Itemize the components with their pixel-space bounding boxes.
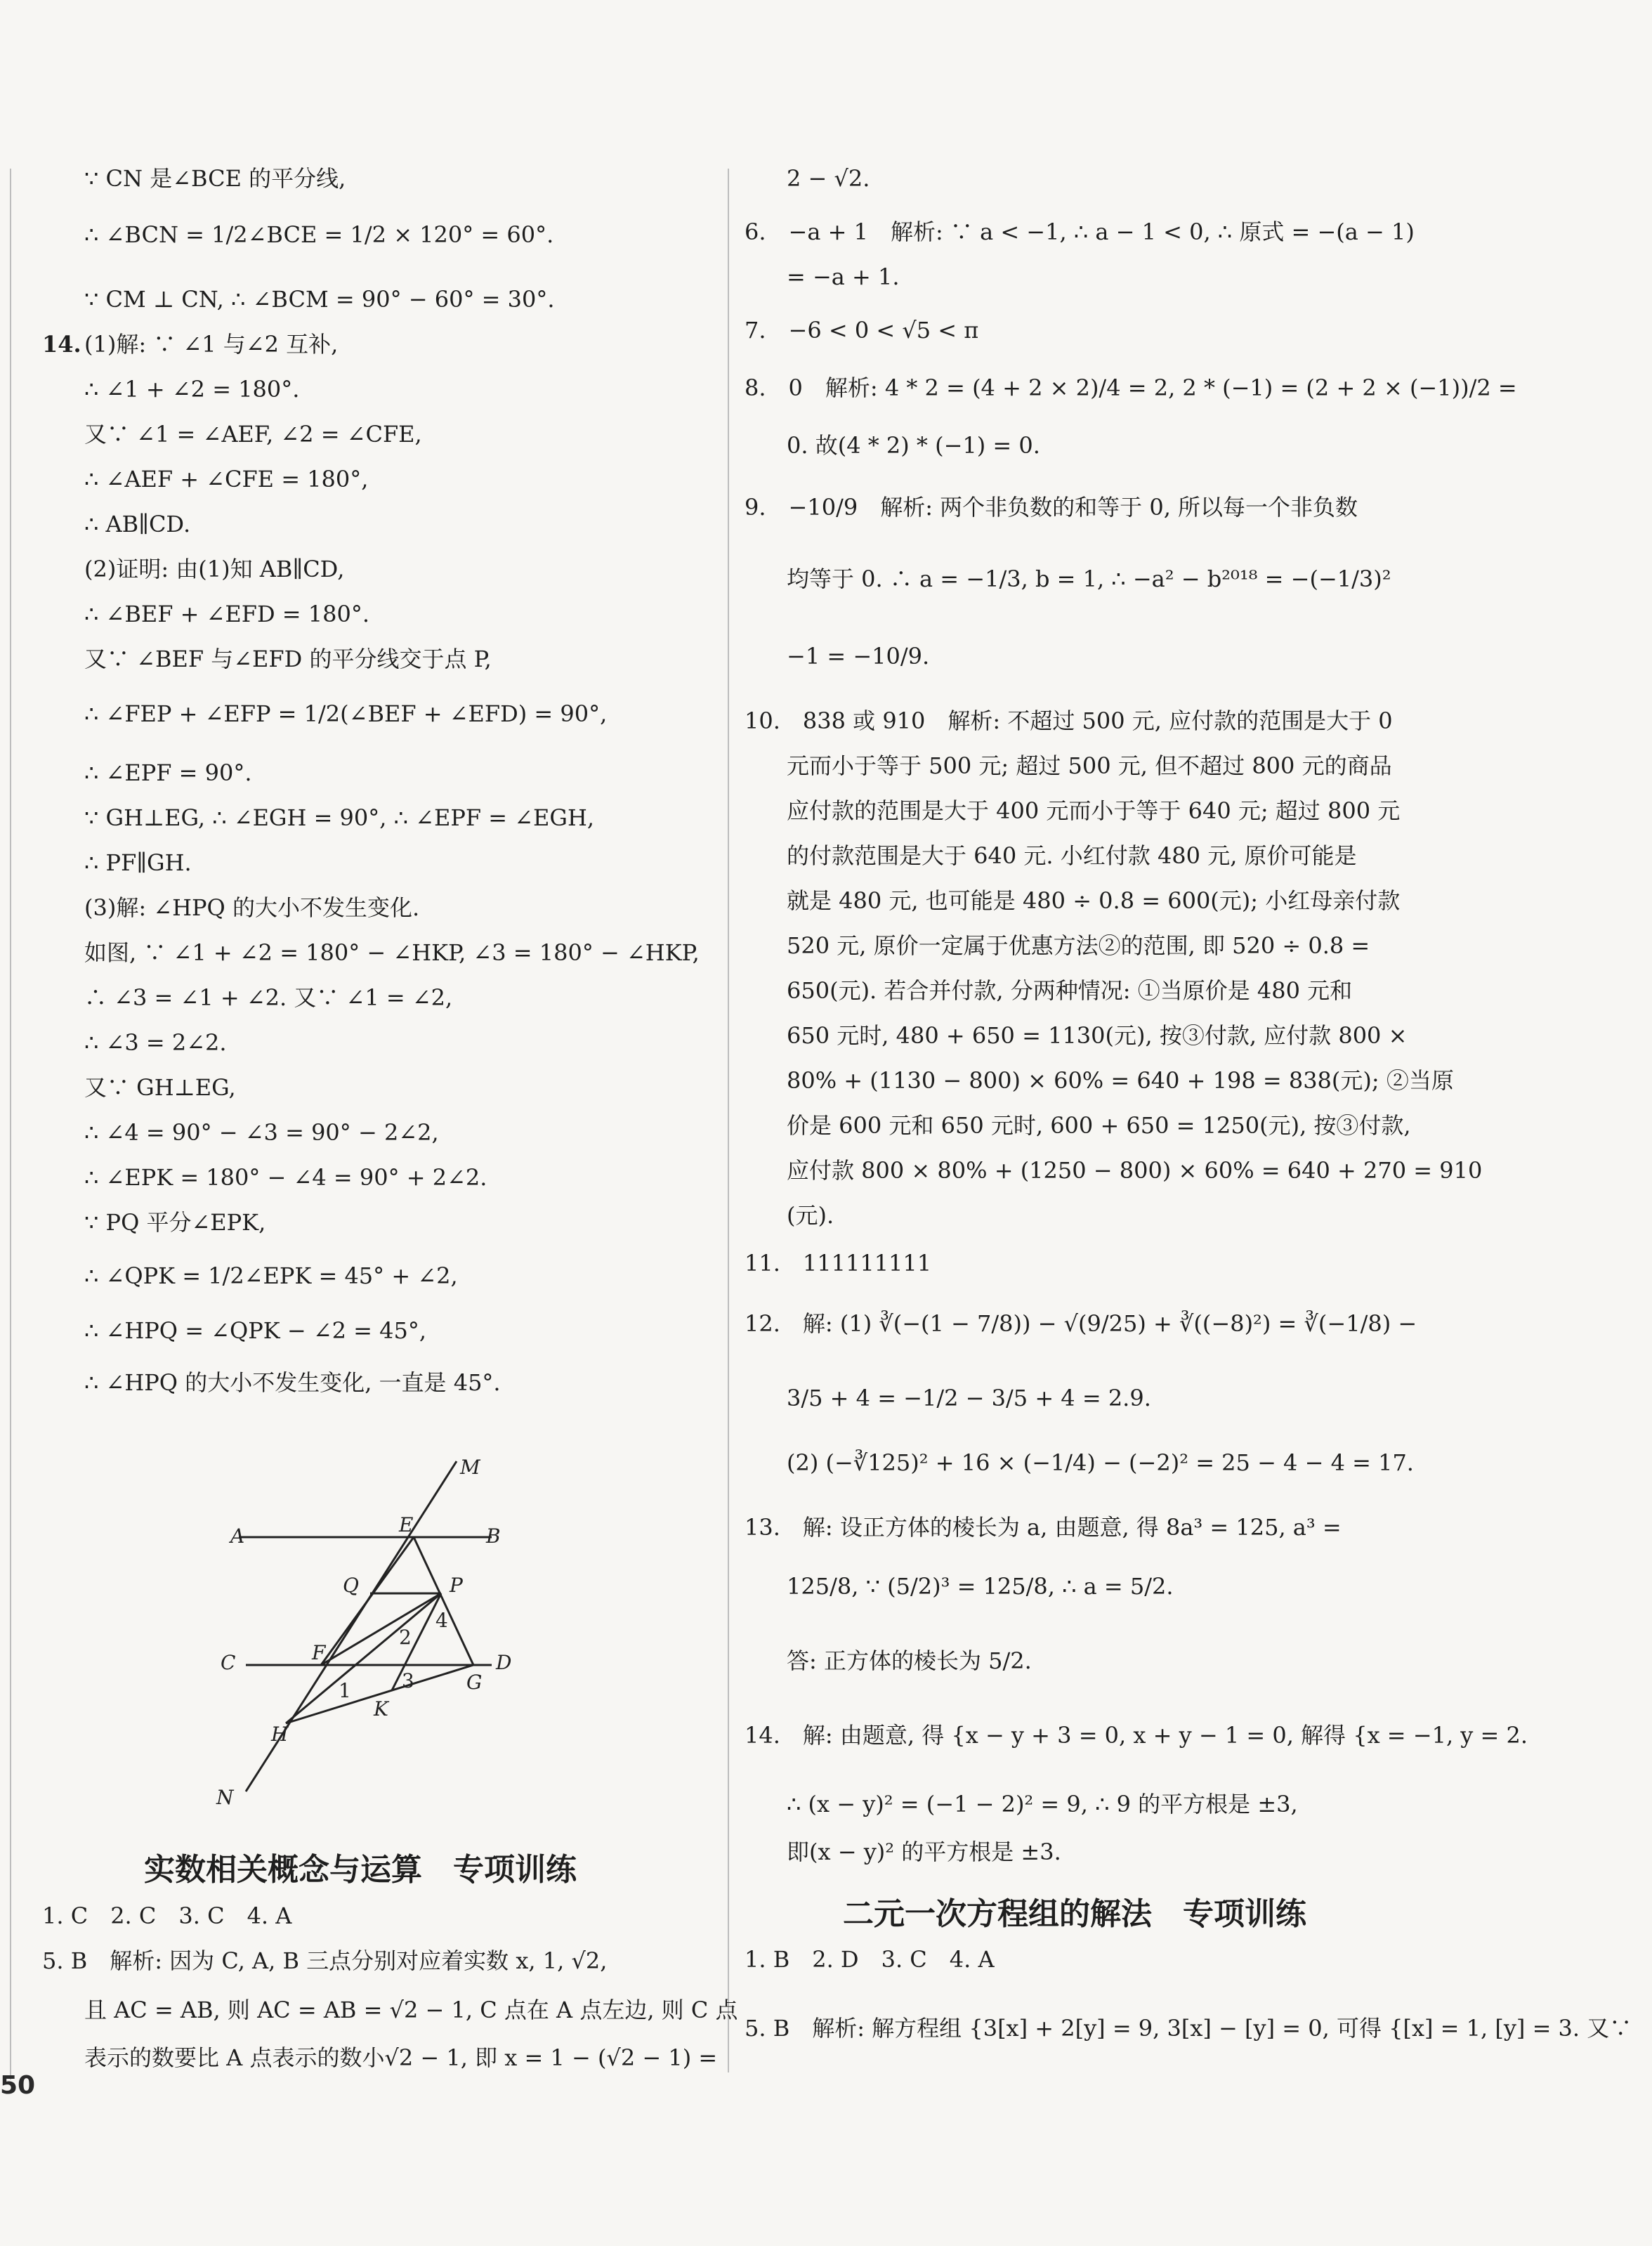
text-line: ∵ CM ⊥ CN, ∴ ∠BCM = 90° − 60° = 30°.: [84, 286, 555, 313]
text-line: ∴ ∠1 + ∠2 = 180°.: [84, 376, 300, 403]
text-line: 80% + (1130 − 800) × 60% = 640 + 198 = 838(元); ②当原: [787, 1067, 1454, 1094]
page-number: 50: [0, 2071, 36, 2100]
segment-eg: [414, 1537, 473, 1665]
text-line: ∵ PQ 平分∠EPK,: [84, 1209, 266, 1236]
text-line: 答: 正方体的棱长为 5/2.: [787, 1647, 1032, 1674]
text-line: ∴ ∠3 = 2∠2.: [84, 1029, 227, 1056]
text-line: ∴ ∠HPQ 的大小不发生变化, 一直是 45°.: [84, 1369, 501, 1396]
text-line: 5. B 解析: 因为 C, A, B 三点分别对应着实数 x, 1, √2,: [42, 1947, 608, 1974]
text-line: ∵ GH⊥EG, ∴ ∠EGH = 90°, ∴ ∠EPF = ∠EGH,: [84, 804, 595, 831]
text-line: ∴ PF∥GH.: [84, 849, 192, 876]
text-line: ∴ ∠BCN = 1/2∠BCE = 1/2 × 120° = 60°.: [84, 221, 554, 248]
text-line: (2)证明: 由(1)知 AB∥CD,: [84, 556, 345, 582]
text-line: 元而小于等于 500 元; 超过 500 元, 但不超过 800 元的商品: [787, 752, 1392, 779]
label-b: B: [486, 1524, 501, 1548]
text-line: 650(元). 若合并付款, 分两种情况: ①当原价是 480 元和: [787, 977, 1353, 1004]
label-m: M: [460, 1456, 480, 1479]
text-line: 11. 111111111: [745, 1250, 932, 1277]
text-line: (1)解: ∵ ∠1 与∠2 互补,: [84, 331, 339, 358]
text-line: 又∵ ∠BEF 与∠EFD 的平分线交于点 P,: [84, 646, 492, 672]
label-2: 2: [399, 1626, 412, 1649]
text-line: ∴ AB∥CD.: [84, 511, 191, 537]
text-line: 价是 600 元和 650 元时, 600 + 650 = 1250(元), 按③付款,: [787, 1112, 1411, 1139]
text-line: = −a + 1.: [787, 263, 900, 290]
text-line: 又∵ ∠1 = ∠AEF, ∠2 = ∠CFE,: [84, 421, 422, 448]
label-1: 1: [339, 1679, 351, 1702]
answers-line: 1. B 2. D 3. C 4. A: [745, 1946, 995, 1973]
geometry-figure: [211, 1454, 534, 1806]
text-line: 又∵ GH⊥EG,: [84, 1074, 236, 1101]
label-q: Q: [343, 1574, 359, 1597]
text-line: 125/8, ∵ (5/2)³ = 125/8, ∴ a = 5/2.: [787, 1573, 1174, 1600]
text-line: 650 元时, 480 + 650 = 1130(元), 按③付款, 应付款 800 ×: [787, 1022, 1408, 1049]
label-e: E: [399, 1513, 414, 1536]
label-c: C: [221, 1651, 236, 1674]
text-line: 14. 解: 由题意, 得 {x − y + 3 = 0, x + y − 1 = 0, 解得 {x = −1, y = 2.: [745, 1722, 1528, 1749]
text-line: 12. 解: (1) ∛(−(1 − 7/8)) − √(9/25) + ∛((−8)²) = ∛(−1/8) −: [745, 1310, 1417, 1337]
text-line: ∴ (x − y)² = (−1 − 2)² = 9, ∴ 9 的平方根是 ±3,: [787, 1791, 1298, 1817]
text-line: ∴ ∠4 = 90° − ∠3 = 90° − 2∠2,: [84, 1119, 439, 1146]
text-line: 0. 故(4 * 2) * (−1) = 0.: [787, 432, 1040, 459]
text-line: 如图, ∵ ∠1 + ∠2 = 180° − ∠HKP, ∠3 = 180° − ∠HKP,: [84, 939, 700, 966]
text-line: ∴ ∠AEF + ∠CFE = 180°,: [84, 466, 369, 492]
text-line: ∴ ∠QPK = 1/2∠EPK = 45° + ∠2,: [84, 1262, 458, 1289]
label-f: F: [312, 1641, 326, 1664]
text-line: 的付款范围是大于 640 元. 小红付款 480 元, 原价可能是: [787, 842, 1357, 869]
text-line: 均等于 0. ∴ a = −1/3, b = 1, ∴ −a² − b²⁰¹⁸ = −(−1/3)²: [787, 566, 1391, 592]
text-line: (元).: [787, 1202, 834, 1229]
text-line: ∵ CN 是∠BCE 的平分线,: [84, 165, 346, 192]
text-line: ∴ ∠3 = ∠1 + ∠2. 又∵ ∠1 = ∠2,: [84, 984, 453, 1011]
text-line: 应付款 800 × 80% + (1250 − 800) × 60% = 640 + 270 = 910: [787, 1157, 1483, 1184]
section-title-linear-equations: 二元一次方程组的解法 专项训练: [843, 1896, 1306, 1932]
text-line: 8. 0 解析: 4 * 2 = (4 + 2 × 2)/4 = 2, 2 * (−1) = (2 + 2 × (−1))/2 =: [745, 374, 1517, 401]
text-line: ∴ ∠HPQ = ∠QPK − ∠2 = 45°,: [84, 1317, 427, 1344]
question-number: 14.: [42, 331, 81, 358]
section-title-real-numbers: 实数相关概念与运算 专项训练: [144, 1852, 577, 1888]
label-d: D: [496, 1651, 512, 1674]
text-line: 520 元, 原价一定属于优惠方法②的范围, 即 520 ÷ 0.8 =: [787, 932, 1370, 959]
answers-line: 1. C 2. C 3. C 4. A: [42, 1902, 292, 1929]
text-line: 应付款的范围是大于 400 元而小于等于 640 元; 超过 800 元: [787, 797, 1401, 824]
text-line: 就是 480 元, 也可能是 480 ÷ 0.8 = 600(元); 小红母亲付款: [787, 887, 1401, 914]
label-p: P: [450, 1574, 463, 1597]
question-row: [42, 331, 84, 358]
text-line: 9. −10/9 解析: 两个非负数的和等于 0, 所以每一个非负数: [745, 494, 1358, 521]
text-line: 13. 解: 设正方体的棱长为 a, 由题意, 得 8a³ = 125, a³ =: [745, 1514, 1342, 1541]
column-divider: [728, 169, 729, 2072]
text-line: −1 = −10/9.: [787, 643, 930, 670]
left-margin-rule: [10, 169, 11, 2079]
text-line: ∴ ∠FEP + ∠EFP = 1/2(∠BEF + ∠EFD) = 90°,: [84, 700, 608, 727]
label-n: N: [216, 1786, 234, 1806]
text-line: 7. −6 < 0 < √5 < π: [745, 317, 979, 344]
text-line: 2 − √2.: [787, 165, 870, 192]
text-line: 3/5 + 4 = −1/2 − 3/5 + 4 = 2.9.: [787, 1385, 1151, 1411]
text-line: 即(x − y)² 的平方根是 ±3.: [787, 1839, 1061, 1865]
text-line: ∴ ∠EPF = 90°.: [84, 759, 252, 786]
text-line: 10. 838 或 910 解析: 不超过 500 元, 应付款的范围是大于 0: [745, 707, 1393, 734]
label-3: 3: [402, 1669, 414, 1692]
text-line: 6. −a + 1 解析: ∵ a < −1, ∴ a − 1 < 0, ∴ 原式 = −(a − 1): [745, 218, 1415, 245]
label-a: A: [230, 1524, 245, 1548]
text-line: (3)解: ∠HPQ 的大小不发生变化.: [84, 894, 420, 921]
label-h: H: [271, 1723, 289, 1746]
text-line: ∴ ∠EPK = 180° − ∠4 = 90° + 2∠2.: [84, 1164, 487, 1191]
text-line: (2) (−∛125)² + 16 × (−1/4) − (−2)² = 25 − 4 − 4 = 17.: [787, 1449, 1414, 1476]
label-4: 4: [435, 1609, 448, 1632]
text-line: ∴ ∠BEF + ∠EFD = 180°.: [84, 601, 370, 627]
label-g: G: [466, 1671, 483, 1694]
text-line: 5. B 解析: 解方程组 {3[x] + 2[y] = 9, 3[x] − [y] = 0, 可得 {[x] = 1, [y] = 3. 又∵: [745, 2015, 1632, 2042]
segment-hp: [286, 1593, 441, 1723]
text-line: 表示的数要比 A 点表示的数小√2 − 1, 即 x = 1 − (√2 − 1) =: [84, 2044, 718, 2071]
label-k: K: [374, 1697, 388, 1721]
text-line: 且 AC = AB, 则 AC = AB = √2 − 1, C 点在 A 点左边, 则 C 点: [84, 1997, 738, 2023]
